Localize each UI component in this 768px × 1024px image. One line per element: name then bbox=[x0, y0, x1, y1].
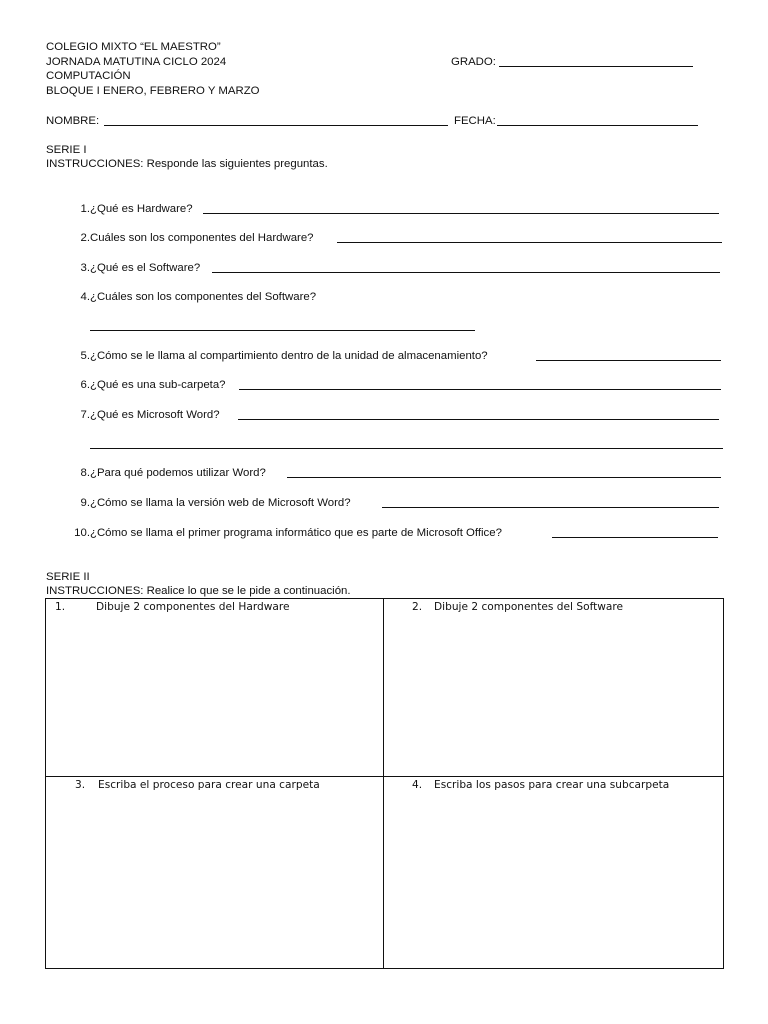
activity-cell[interactable] bbox=[46, 777, 384, 969]
question-number: 10. bbox=[74, 527, 90, 539]
question-text: ¿Cómo se le llama al compartimiento dentro de la unidad de almacenamiento? bbox=[90, 350, 488, 362]
answer-line[interactable] bbox=[203, 213, 719, 214]
cell-number: 2. bbox=[412, 601, 423, 613]
question-item bbox=[62, 526, 502, 541]
subject-line: COMPUTACIÓN bbox=[46, 70, 131, 82]
question-text: ¿Qué es una sub-carpeta? bbox=[90, 379, 226, 391]
question-text: Cuáles son los componentes del Hardware? bbox=[90, 232, 314, 244]
cell-title: Dibuje 2 componentes del Software bbox=[434, 601, 624, 613]
question-number: 4. bbox=[80, 291, 90, 303]
answer-line[interactable] bbox=[287, 477, 721, 478]
cell-title: Escriba el proceso para crear una carpeta bbox=[98, 779, 320, 791]
answer-line[interactable] bbox=[382, 507, 719, 508]
question-item bbox=[62, 231, 314, 246]
answer-line[interactable] bbox=[239, 389, 721, 390]
answer-line[interactable] bbox=[552, 537, 718, 538]
question-number: 9. bbox=[80, 497, 90, 509]
name-label: NOMBRE: bbox=[46, 115, 100, 127]
question-text: ¿Cómo se llama el primer programa informático que es parte de Microsoft Office? bbox=[90, 527, 502, 539]
question-number: 1. bbox=[80, 203, 90, 215]
question-item bbox=[62, 290, 317, 305]
serie1-instructions: INSTRUCCIONES: Responde las siguientes preguntas. bbox=[46, 158, 328, 170]
answer-line[interactable] bbox=[212, 272, 720, 273]
question-item bbox=[62, 349, 488, 364]
answer-line[interactable] bbox=[90, 330, 475, 331]
name-blank[interactable] bbox=[104, 125, 448, 126]
serie2-title: SERIE II bbox=[46, 571, 90, 583]
cell-number: 3. bbox=[75, 779, 86, 791]
grade-label: GRADO: bbox=[451, 56, 496, 68]
question-text: ¿Cómo se llama la versión web de Microsoft Word? bbox=[90, 497, 351, 509]
question-item bbox=[62, 496, 351, 511]
question-number: 7. bbox=[80, 409, 90, 421]
serie1-title: SERIE I bbox=[46, 144, 87, 156]
answer-line[interactable] bbox=[536, 360, 721, 361]
question-text: ¿Qué es Microsoft Word? bbox=[90, 409, 220, 421]
question-text: ¿Para qué podemos utilizar Word? bbox=[90, 467, 266, 479]
question-item bbox=[62, 466, 266, 481]
question-item bbox=[62, 408, 220, 423]
question-text: ¿Qué es el Software? bbox=[90, 262, 201, 274]
answer-line[interactable] bbox=[238, 419, 719, 420]
question-number: 2. bbox=[80, 232, 90, 244]
activity-table bbox=[45, 598, 724, 969]
question-item bbox=[62, 202, 193, 217]
date-blank[interactable] bbox=[497, 125, 698, 126]
answer-line[interactable] bbox=[90, 448, 723, 449]
answer-line[interactable] bbox=[337, 242, 722, 243]
question-text: ¿Cuáles son los componentes del Software? bbox=[90, 291, 317, 303]
question-number: 8. bbox=[80, 467, 90, 479]
question-item bbox=[62, 261, 201, 276]
serie2-instructions: INSTRUCCIONES: Realice lo que se le pide a continuación. bbox=[46, 585, 351, 597]
session-line: JORNADA MATUTINA CICLO 2024 bbox=[46, 56, 227, 68]
activity-cell[interactable] bbox=[384, 599, 724, 777]
school-name: COLEGIO MIXTO “EL MAESTRO” bbox=[46, 41, 221, 53]
question-text: ¿Qué es Hardware? bbox=[90, 203, 193, 215]
cell-title: Dibuje 2 componentes del Hardware bbox=[96, 601, 290, 613]
cell-number: 1. bbox=[55, 601, 66, 613]
cell-number: 4. bbox=[412, 779, 423, 791]
question-item bbox=[62, 378, 226, 393]
question-number: 3. bbox=[80, 262, 90, 274]
date-label: FECHA: bbox=[454, 115, 496, 127]
question-number: 6. bbox=[80, 379, 90, 391]
question-number: 5. bbox=[80, 350, 90, 362]
block-line: BLOQUE I ENERO, FEBRERO Y MARZO bbox=[46, 85, 260, 97]
activity-cell[interactable] bbox=[384, 777, 724, 969]
activity-cell[interactable] bbox=[46, 599, 384, 777]
grade-blank[interactable] bbox=[499, 66, 693, 67]
cell-title: Escriba los pasos para crear una subcarpeta bbox=[434, 779, 670, 791]
